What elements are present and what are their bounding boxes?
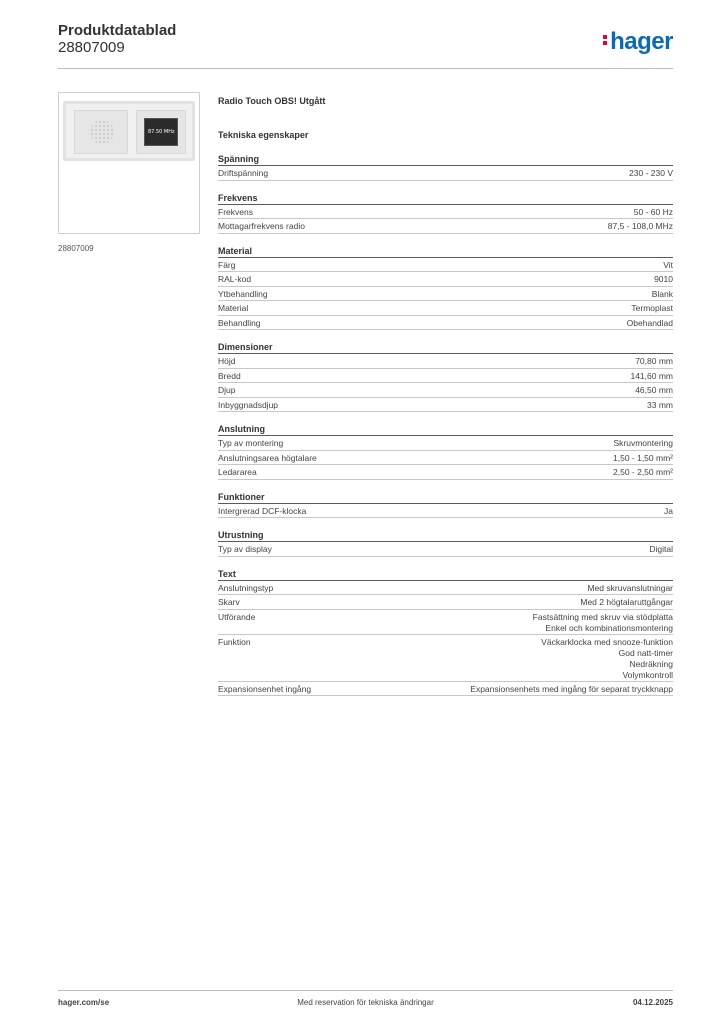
spec-value	[664, 506, 673, 518]
spec-section	[218, 491, 673, 519]
spec-label: Typ av montering	[218, 438, 284, 448]
footer-disclaimer: Med reservation för tekniska ändringar	[297, 998, 434, 1007]
footer-date: 04.12.2025	[632, 998, 673, 1007]
section-title: Anslutning	[218, 423, 673, 436]
radio-display	[144, 118, 178, 146]
spec-row	[218, 398, 673, 413]
hager-logo	[603, 28, 673, 56]
spec-value	[635, 356, 673, 368]
spec-row	[218, 301, 673, 316]
spec-section	[218, 423, 673, 480]
spec-value	[630, 371, 673, 383]
spec-label: Skarv	[218, 597, 240, 607]
specifications-content	[218, 94, 673, 696]
spec-value-line: Volymkontroll	[622, 669, 673, 680]
section-title: Funktioner	[218, 491, 673, 504]
spec-row	[218, 205, 673, 220]
spec-value-line: Termoplast	[631, 303, 673, 313]
article-number: 28807009	[58, 39, 125, 56]
spec-value-line: 46,50 mm	[635, 385, 673, 395]
spec-value	[654, 274, 673, 286]
spec-section	[218, 529, 673, 557]
spec-row	[218, 610, 673, 635]
spec-label: Behandling	[218, 317, 261, 328]
spec-value-line: God natt-timer	[618, 647, 673, 658]
technical-properties-heading: Tekniska egenskaper	[218, 130, 309, 140]
spec-value-line: Obehandlad	[626, 317, 673, 328]
product-image	[58, 92, 200, 234]
spec-value-line: 50 - 60 Hz	[633, 206, 673, 217]
spec-value	[613, 467, 673, 479]
spec-row	[218, 219, 673, 234]
spec-label: Utförande	[218, 611, 256, 622]
spec-label: Anslutningsarea högtalare	[218, 452, 317, 463]
spec-label: Funktion	[218, 636, 251, 647]
spec-value-line: Med skruvanslutningar	[587, 582, 673, 593]
spec-value-line: Vit	[663, 259, 673, 270]
spec-label: Anslutningstyp	[218, 582, 274, 593]
section-title: Frekvens	[218, 192, 673, 205]
specification-sections	[218, 153, 673, 696]
logo-text: hager	[610, 28, 673, 55]
section-title: Spänning	[218, 153, 673, 166]
spec-value-line: 9010	[654, 274, 673, 284]
spec-value	[541, 637, 673, 681]
page-header	[58, 22, 673, 70]
document-title: Produktdatablad	[58, 22, 177, 39]
section-title: Utrustning	[218, 529, 673, 542]
logo-dots-icon	[603, 33, 608, 47]
spec-value-line: Blank	[651, 288, 673, 299]
spec-label: Djup	[218, 385, 236, 395]
spec-value-line: 230 - 230 V	[629, 168, 673, 178]
spec-label: Bredd	[218, 370, 241, 381]
spec-value	[647, 400, 673, 412]
spec-section	[218, 153, 673, 181]
spec-row	[218, 272, 673, 287]
spec-value	[613, 453, 673, 465]
spec-label: Expansionsenhet ingång	[218, 683, 312, 694]
spec-value-line: Fastsättning med skruv via stödplatta	[532, 611, 673, 622]
spec-row	[218, 166, 673, 181]
spec-label: Inbyggnadsdjup	[218, 399, 279, 410]
spec-value-line: 141,60 mm	[630, 370, 673, 381]
spec-value	[470, 684, 673, 696]
spec-value	[631, 303, 673, 315]
spec-row	[218, 581, 673, 596]
spec-label: Ytbehandling	[218, 288, 268, 299]
spec-label: Mottagarfrekvens radio	[218, 221, 305, 231]
spec-row	[218, 369, 673, 384]
header-divider	[58, 68, 673, 69]
spec-value	[635, 385, 673, 397]
radio-device-illustration	[63, 101, 195, 161]
spec-section	[218, 568, 673, 697]
radio-display-text: 87.50 MHz	[148, 129, 175, 135]
spec-value-line: Nedräkning	[629, 658, 673, 669]
section-title: Text	[218, 568, 673, 581]
speaker-panel	[74, 110, 128, 154]
spec-value-line: 87,5 - 108,0 MHz	[607, 221, 673, 231]
section-title: Dimensioner	[218, 341, 673, 354]
spec-label: Intergrerad DCF-klocka	[218, 505, 307, 516]
spec-value	[634, 207, 673, 219]
spec-row	[218, 682, 673, 697]
spec-value	[613, 438, 673, 450]
spec-row	[218, 595, 673, 610]
spec-section	[218, 245, 673, 331]
spec-label: Höjd	[218, 356, 236, 366]
spec-label: RAL-kod	[218, 274, 252, 284]
spec-row	[218, 465, 673, 480]
spec-label: Ledararea	[218, 467, 257, 477]
spec-value	[627, 318, 673, 330]
spec-row	[218, 316, 673, 331]
spec-value	[580, 597, 673, 609]
spec-value-line: Väckarklocka med snooze-funktion	[541, 636, 673, 647]
spec-value-line: Enkel och kombinationsmontering	[545, 622, 673, 633]
spec-value-line: Med 2 högtalaruttgångar	[580, 597, 673, 607]
spec-value-line: Skruvmontering	[613, 438, 673, 448]
spec-section	[218, 341, 673, 412]
spec-label: Frekvens	[218, 206, 253, 217]
spec-value-line: Ja	[664, 505, 673, 516]
radio-control-unit	[136, 110, 186, 154]
spec-row	[218, 542, 673, 557]
spec-value	[608, 221, 673, 233]
spec-value-line: Digital	[649, 544, 673, 554]
spec-value	[629, 168, 673, 180]
spec-label: Typ av display	[218, 544, 272, 554]
spec-section	[218, 192, 673, 234]
spec-value-line: Expansionsenhets med ingång för separat tryckknapp	[470, 683, 673, 694]
spec-row	[218, 287, 673, 302]
spec-value-line: 1,50 - 1,50 mm²	[613, 452, 673, 463]
spec-value	[652, 289, 673, 301]
spec-label: Färg	[218, 259, 236, 270]
footer-divider	[58, 990, 673, 991]
spec-row	[218, 354, 673, 369]
spec-value	[533, 612, 673, 634]
spec-value	[663, 260, 673, 272]
spec-row	[218, 436, 673, 451]
speaker-grill-icon	[90, 120, 114, 144]
spec-value-line: 2,50 - 2,50 mm²	[613, 467, 673, 477]
spec-label: Material	[218, 303, 249, 313]
image-caption: 28807009	[58, 244, 94, 253]
spec-row	[218, 635, 673, 682]
spec-value-line: 70,80 mm	[635, 356, 673, 366]
section-title: Material	[218, 245, 673, 258]
spec-value	[587, 583, 673, 595]
footer-website: hager.com/se	[58, 998, 110, 1007]
spec-label: Driftspänning	[218, 168, 269, 178]
product-name: Radio Touch OBS! Utgått	[218, 96, 326, 106]
spec-value	[649, 544, 673, 556]
spec-row	[218, 504, 673, 519]
spec-row	[218, 383, 673, 398]
spec-row	[218, 451, 673, 466]
spec-row	[218, 258, 673, 273]
spec-value-line: 33 mm	[647, 399, 673, 410]
